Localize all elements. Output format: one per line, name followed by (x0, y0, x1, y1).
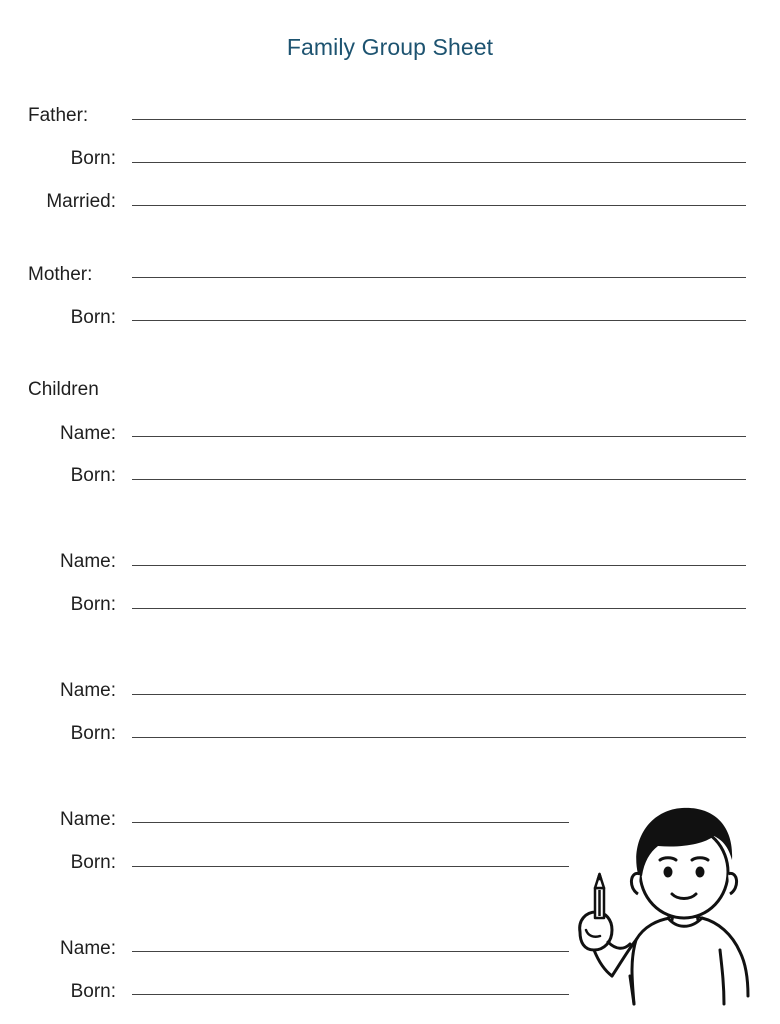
children-heading: Children (28, 379, 99, 400)
child-2-name-field[interactable] (132, 565, 746, 566)
child-5-born-field[interactable] (132, 994, 569, 995)
child-5-name-field[interactable] (132, 951, 569, 952)
child-3-born-label: Born: (70, 723, 116, 744)
child-2-born-field[interactable] (132, 608, 746, 609)
mother-born-field[interactable] (132, 320, 746, 321)
boy-holding-pencil-icon (572, 800, 752, 1012)
child-1-name-field[interactable] (132, 436, 746, 437)
mother-born-label: Born: (70, 307, 116, 328)
child-4-born-label: Born: (70, 852, 116, 873)
child-4-name-label: Name: (60, 809, 116, 830)
child-5-name-label: Name: (60, 938, 116, 959)
child-4-name-field[interactable] (132, 822, 569, 823)
mother-label: Mother: (28, 264, 93, 285)
father-label: Father: (28, 105, 89, 126)
page-title: Family Group Sheet (286, 34, 494, 60)
father-born-field[interactable] (132, 162, 746, 163)
child-1-born-label: Born: (70, 465, 116, 486)
father-married-field[interactable] (132, 205, 746, 206)
child-3-name-field[interactable] (132, 694, 746, 695)
child-1-name-label: Name: (60, 423, 116, 444)
child-3-born-field[interactable] (132, 737, 746, 738)
child-5-born-label: Born: (70, 981, 116, 1002)
child-1-born-field[interactable] (132, 479, 746, 480)
child-2-name-label: Name: (60, 551, 116, 572)
father-born-label: Born: (70, 148, 116, 169)
father-name-field[interactable] (132, 119, 746, 120)
child-2-born-label: Born: (70, 594, 116, 615)
mother-name-field[interactable] (132, 277, 746, 278)
child-4-born-field[interactable] (132, 866, 569, 867)
father-married-label: Married: (46, 191, 116, 212)
child-3-name-label: Name: (60, 680, 116, 701)
